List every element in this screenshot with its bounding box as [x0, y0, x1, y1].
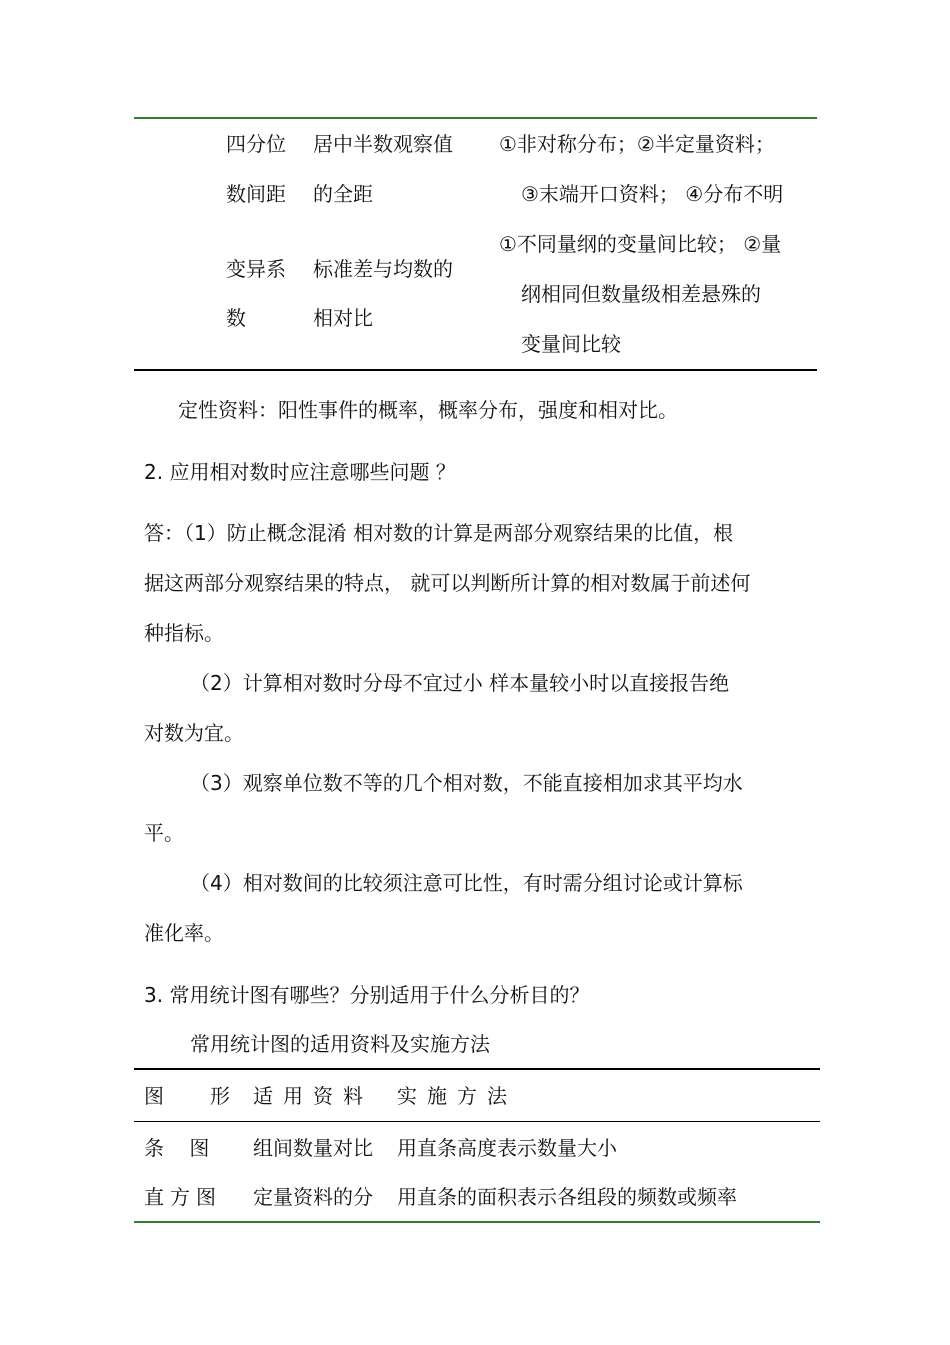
answer-4-line2: 准化率。 [144, 921, 224, 945]
answer-2-line1: （2）计算相对数时分母不宜过小 样本量较小时以直接报告绝 [190, 671, 730, 695]
table1-row1-definition-line1: 居中半数观察值 [313, 132, 453, 156]
table1-row2-application-line1: ①不同量纲的变量间比较； ②量 [499, 232, 782, 256]
table2-header-method: 实施方法 [397, 1084, 517, 1108]
table1-row1-application-line1: ①非对称分布；②半定量资料； [499, 132, 775, 156]
table1-row1-application-line2: ③末端开口资料； ④分布不明 [521, 182, 784, 206]
table1-row2-definition-line2: 相对比 [313, 306, 373, 330]
answer-4-line1: （4）相对数间的比较须注意可比性，有时需分组讨论或计算标 [190, 871, 743, 895]
answer-2-line2: 对数为宜。 [144, 721, 244, 745]
table1-row2-definition-line1: 标准差与均数的 [313, 257, 453, 281]
table1-row1-name-line1: 四分位 [226, 132, 286, 156]
table2-row2-data: 定量资料的分 [253, 1185, 373, 1209]
table2-row1-data: 组间数量对比 [253, 1136, 373, 1160]
table1-row1-name-line2: 数间距 [226, 182, 286, 206]
table2-top-rule [134, 1068, 820, 1070]
table1-row2-name-line1: 变异系 [226, 257, 286, 281]
table2-bottom-rule [134, 1221, 820, 1223]
table2-header-shape: 形 [210, 1084, 230, 1108]
answer-1-line1: 答：（1）防止概念混淆 相对数的计算是两部分观察结果的比值，根 [144, 521, 734, 545]
answer-1-line3: 种指标。 [144, 621, 224, 645]
table2-row2-name: 直方图 [144, 1185, 222, 1209]
question-2-heading: 2. 应用相对数时应注意哪些问题 ？ [144, 460, 456, 484]
table2-header-figure: 图 [144, 1084, 164, 1108]
answer-3-line1: （3）观察单位数不等的几个相对数，不能直接相加求其平均水 [190, 771, 743, 795]
table2-row2-method: 用直条的面积表示各组段的频数或频率 [397, 1185, 737, 1209]
table2-caption: 常用统计图的适用资料及实施方法 [190, 1032, 490, 1056]
table1-row2-application-line3: 变量间比较 [521, 332, 621, 356]
table2-header-applicable-data: 适用资料 [253, 1084, 373, 1108]
answer-3-line2: 平。 [144, 821, 184, 845]
table2-row1-name: 条 图 [144, 1136, 210, 1160]
table1-bottom-rule [134, 369, 817, 371]
table2-row1-method: 用直条高度表示数量大小 [397, 1136, 617, 1160]
table2-header-rule [134, 1121, 820, 1122]
question-3-heading: 3. 常用统计图有哪些？分别适用于什么分析目的？ [144, 983, 590, 1007]
table1-top-rule [134, 117, 817, 119]
table1-row2-name-line2: 数 [226, 306, 246, 330]
answer-1-line2: 据这两部分观察结果的特点， 就可以判断所计算的相对数属于前述何 [144, 571, 751, 595]
qualitative-data-paragraph: 定性资料：阳性事件的概率，概率分布，强度和相对比。 [178, 398, 678, 422]
table1-row2-application-line2: 纲相同但数量级相差悬殊的 [521, 282, 761, 306]
table1-row1-definition-line2: 的全距 [313, 182, 373, 206]
